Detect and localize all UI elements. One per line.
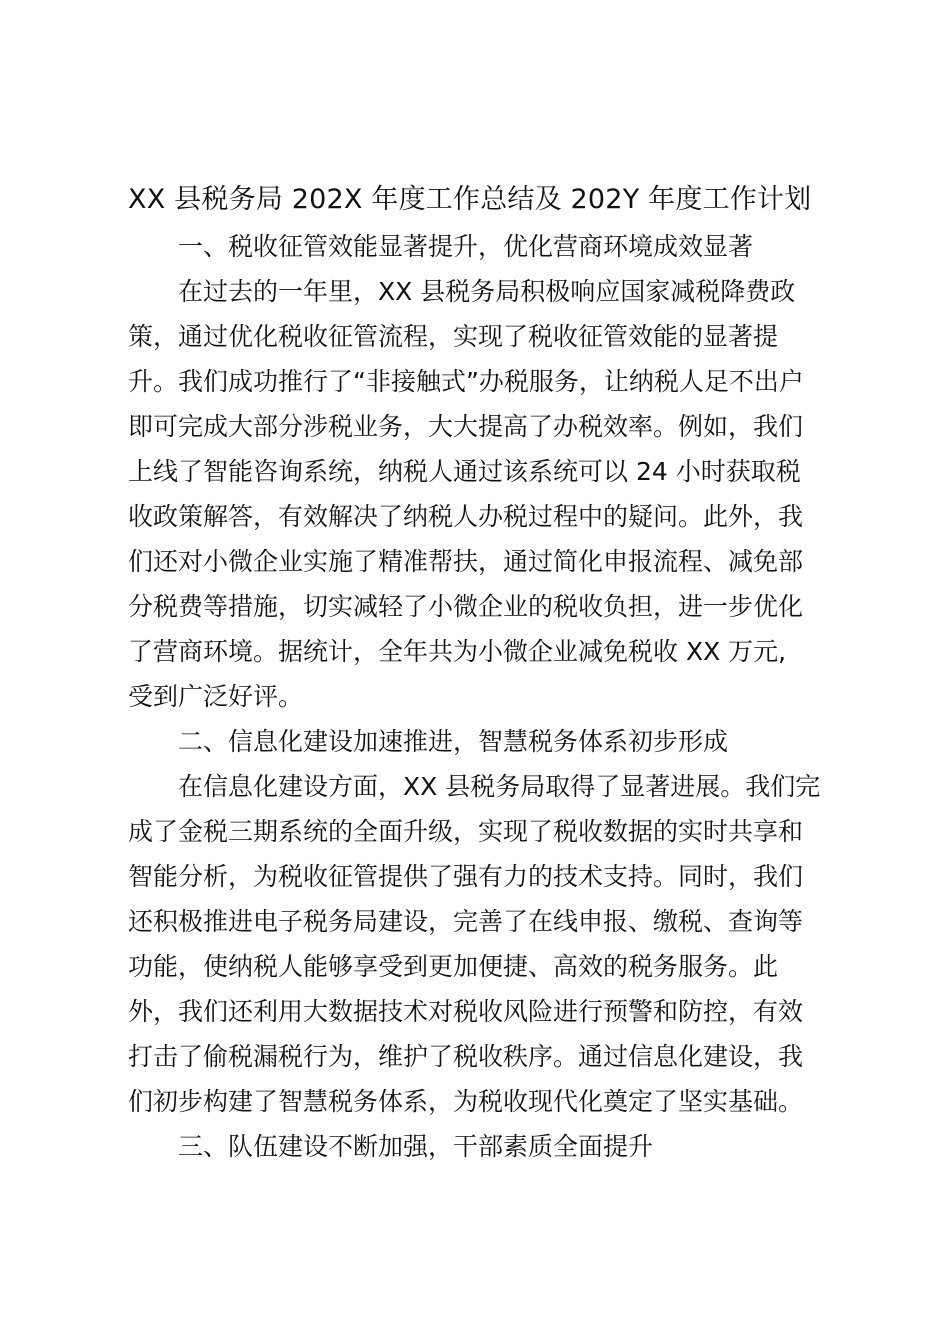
paragraph-line: 即可完成大部分涉税业务，大大提高了办税效率。例如，我们 [128, 412, 804, 441]
paragraph-line: 外，我们还利用大数据技术对税收风险进行预警和防控，有效 [128, 997, 804, 1026]
section-heading-3: 三、队伍建设不断加强，干部素质全面提升 [178, 1132, 654, 1161]
paragraph-line: 分税费等措施，切实减轻了小微企业的税收负担，进一步优化 [128, 592, 804, 621]
paragraph-line: 上线了智能咨询系统，纳税人通过该系统可以 24 小时获取税 [128, 457, 801, 486]
paragraph-line: 受到广泛好评。 [128, 682, 304, 711]
paragraph-line: 在过去的一年里，XX 县税务局积极响应国家减税降费政 [178, 277, 796, 306]
paragraph-line: 在信息化建设方面，XX 县税务局取得了显著进展。我们完 [178, 772, 821, 801]
section-heading-1: 一、税收征管效能显著提升，优化营商环境成效显著 [178, 232, 754, 261]
paragraph-line: 了营商环境。据统计，全年共为小微企业减免税收 XX 万元, [128, 637, 787, 666]
section-heading-2: 二、信息化建设加速推进，智慧税务体系初步形成 [178, 727, 729, 756]
document-title: XX 县税务局 202X 年度工作总结及 202Y 年度工作计划 [128, 184, 812, 215]
paragraph-line: 收政策解答，有效解决了纳税人办税过程中的疑问。此外，我 [128, 502, 804, 531]
paragraph-line: 打击了偷税漏税行为，维护了税收秩序。通过信息化建设，我 [128, 1042, 804, 1071]
paragraph-line: 还积极推进电子税务局建设，完善了在线申报、缴税、查询等 [128, 907, 804, 936]
paragraph-line: 升。我们成功推行了“非接触式”办税服务，让纳税人足不出户 [128, 367, 804, 396]
paragraph-line: 们还对小微企业实施了精准帮扶，通过简化申报流程、减免部 [128, 547, 804, 576]
paragraph-line: 功能，使纳税人能够享受到更加便捷、高效的税务服务。此 [128, 952, 779, 981]
paragraph-line: 策，通过优化税收征管流程，实现了税收征管效能的显著提 [128, 322, 779, 351]
paragraph-line: 们初步构建了智慧税务体系，为税收现代化奠定了坚实基础。 [128, 1087, 804, 1116]
paragraph-line: 成了金税三期系统的全面升级，实现了税收数据的实时共享和 [128, 817, 804, 846]
paragraph-line: 智能分析，为税收征管提供了强有力的技术支持。同时，我们 [128, 862, 804, 891]
